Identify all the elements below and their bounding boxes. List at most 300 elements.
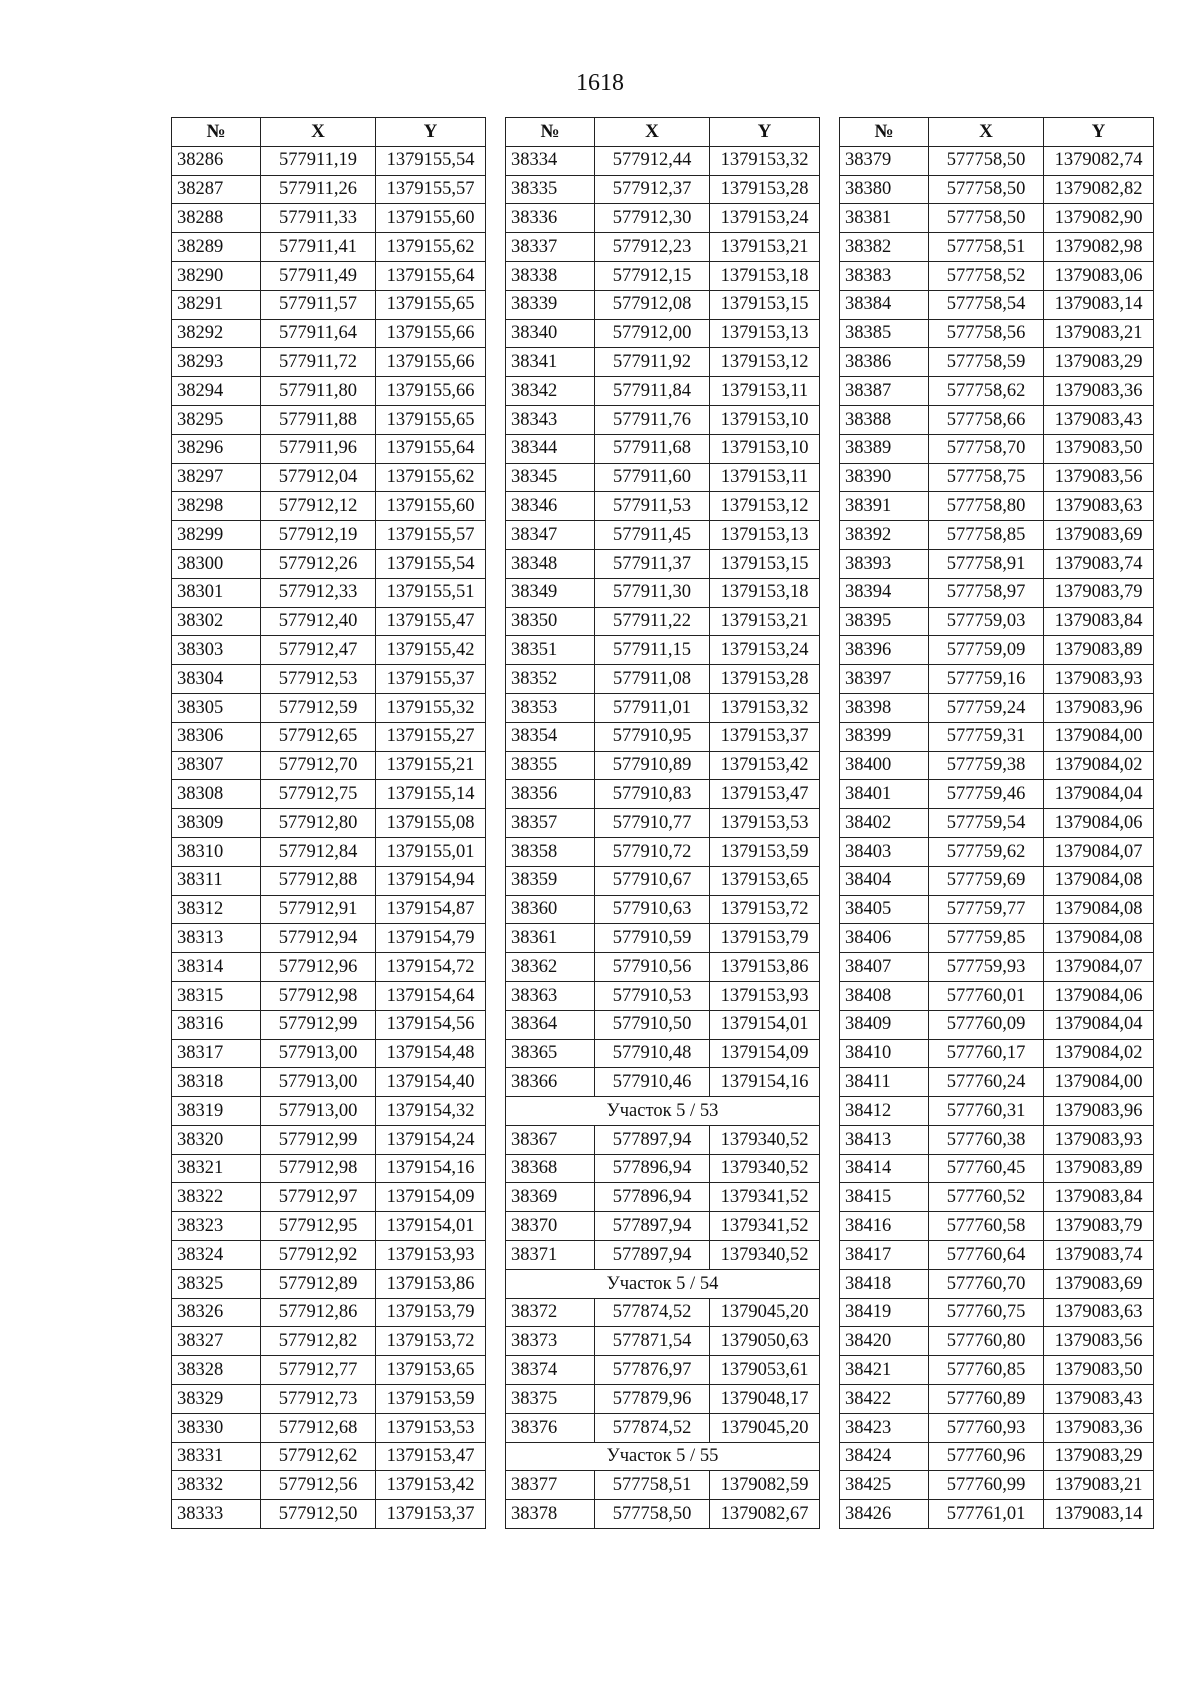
y-coordinate-cell: 1379153,37 (376, 1500, 486, 1529)
y-coordinate-cell: 1379155,57 (376, 521, 486, 550)
table-row (506, 1500, 820, 1529)
point-number-cell: 38356 (506, 780, 595, 809)
x-coordinate-cell: 577910,77 (595, 809, 710, 838)
x-coordinate-cell: 577912,68 (261, 1413, 376, 1442)
x-coordinate-cell: 577897,94 (595, 1241, 710, 1270)
y-coordinate-cell: 1379154,40 (376, 1068, 486, 1097)
y-coordinate-cell: 1379083,79 (1044, 578, 1154, 607)
point-number-cell: 38410 (840, 1039, 929, 1068)
y-coordinate-cell: 1379083,36 (1044, 377, 1154, 406)
x-coordinate-cell: 577896,94 (595, 1154, 710, 1183)
y-coordinate-cell: 1379153,47 (710, 780, 820, 809)
x-coordinate-cell: 577758,59 (929, 348, 1044, 377)
y-coordinate-cell: 1379153,13 (710, 319, 820, 348)
point-number-cell: 38411 (840, 1068, 929, 1097)
y-coordinate-cell: 1379084,06 (1044, 981, 1154, 1010)
point-number-cell: 38408 (840, 981, 929, 1010)
point-number-cell: 38332 (172, 1471, 261, 1500)
y-coordinate-cell: 1379083,29 (1044, 348, 1154, 377)
point-number-cell: 38397 (840, 665, 929, 694)
y-coordinate-cell: 1379084,08 (1044, 895, 1154, 924)
table-row (506, 780, 820, 809)
y-coordinate-cell: 1379153,18 (710, 578, 820, 607)
point-number-cell: 38287 (172, 175, 261, 204)
point-number-cell: 38369 (506, 1183, 595, 1212)
point-number-cell: 38326 (172, 1298, 261, 1327)
y-coordinate-cell: 1379153,18 (710, 261, 820, 290)
point-number-cell: 38327 (172, 1327, 261, 1356)
table-row (172, 1212, 486, 1241)
x-coordinate-cell: 577913,00 (261, 1039, 376, 1068)
y-coordinate-cell: 1379340,52 (710, 1125, 820, 1154)
x-coordinate-cell: 577758,62 (929, 377, 1044, 406)
point-number-cell: 38373 (506, 1327, 595, 1356)
x-column-header: X (595, 118, 710, 147)
table-row (172, 578, 486, 607)
table-row (506, 492, 820, 521)
y-coordinate-cell: 1379155,08 (376, 809, 486, 838)
x-coordinate-cell: 577910,48 (595, 1039, 710, 1068)
table-row (506, 319, 820, 348)
table-row (172, 1385, 486, 1414)
table-row (840, 1010, 1154, 1039)
x-coordinate-cell: 577912,04 (261, 463, 376, 492)
point-number-cell: 38361 (506, 924, 595, 953)
x-coordinate-cell: 577913,00 (261, 1097, 376, 1126)
y-coordinate-cell: 1379082,90 (1044, 204, 1154, 233)
table-row (172, 1125, 486, 1154)
table-row (172, 175, 486, 204)
table-row (506, 751, 820, 780)
y-coordinate-cell: 1379155,51 (376, 578, 486, 607)
point-number-cell: 38407 (840, 953, 929, 982)
table-row (840, 1442, 1154, 1471)
y-column-header: Y (1044, 118, 1154, 147)
table-row (506, 866, 820, 895)
y-coordinate-cell: 1379154,79 (376, 924, 486, 953)
x-coordinate-cell: 577911,88 (261, 405, 376, 434)
y-coordinate-cell: 1379153,72 (376, 1327, 486, 1356)
point-number-cell: 38386 (840, 348, 929, 377)
y-coordinate-cell: 1379153,72 (710, 895, 820, 924)
table-row (172, 1298, 486, 1327)
table-row (506, 809, 820, 838)
x-coordinate-cell: 577912,96 (261, 953, 376, 982)
point-number-cell: 38342 (506, 377, 595, 406)
x-coordinate-cell: 577912,00 (595, 319, 710, 348)
table-row (840, 665, 1154, 694)
table-row (506, 261, 820, 290)
table-row (840, 924, 1154, 953)
x-coordinate-cell: 577910,67 (595, 866, 710, 895)
y-coordinate-cell: 1379083,50 (1044, 1356, 1154, 1385)
x-coordinate-cell: 577912,98 (261, 981, 376, 1010)
table-row (506, 895, 820, 924)
point-number-cell: 38392 (840, 521, 929, 550)
y-coordinate-cell: 1379084,00 (1044, 1068, 1154, 1097)
table-row (506, 607, 820, 636)
point-number-cell: 38302 (172, 607, 261, 636)
table-row (172, 722, 486, 751)
y-coordinate-cell: 1379153,93 (710, 981, 820, 1010)
x-coordinate-cell: 577912,65 (261, 722, 376, 751)
x-coordinate-cell: 577912,59 (261, 693, 376, 722)
x-coordinate-cell: 577760,17 (929, 1039, 1044, 1068)
x-coordinate-cell: 577760,52 (929, 1183, 1044, 1212)
y-coordinate-cell: 1379053,61 (710, 1356, 820, 1385)
x-coordinate-cell: 577912,89 (261, 1269, 376, 1298)
point-number-cell: 38413 (840, 1125, 929, 1154)
point-number-cell: 38336 (506, 204, 595, 233)
point-number-cell: 38299 (172, 521, 261, 550)
y-coordinate-cell: 1379155,37 (376, 665, 486, 694)
point-number-cell: 38288 (172, 204, 261, 233)
table-row (506, 1154, 820, 1183)
x-coordinate-cell: 577758,50 (929, 175, 1044, 204)
x-coordinate-cell: 577759,03 (929, 607, 1044, 636)
point-number-cell: 38388 (840, 405, 929, 434)
table-row (840, 1327, 1154, 1356)
x-coordinate-cell: 577910,50 (595, 1010, 710, 1039)
point-number-cell: 38419 (840, 1298, 929, 1327)
x-coordinate-cell: 577758,80 (929, 492, 1044, 521)
y-coordinate-cell: 1379341,52 (710, 1183, 820, 1212)
y-coordinate-cell: 1379155,01 (376, 837, 486, 866)
x-coordinate-cell: 577912,84 (261, 837, 376, 866)
table-row (506, 233, 820, 262)
y-coordinate-cell: 1379084,00 (1044, 722, 1154, 751)
point-number-cell: 38402 (840, 809, 929, 838)
x-coordinate-cell: 577911,30 (595, 578, 710, 607)
x-coordinate-cell: 577911,92 (595, 348, 710, 377)
x-coordinate-cell: 577896,94 (595, 1183, 710, 1212)
table-row (506, 463, 820, 492)
point-number-cell: 38359 (506, 866, 595, 895)
y-coordinate-cell: 1379155,66 (376, 377, 486, 406)
table-row (840, 1413, 1154, 1442)
table-row (840, 953, 1154, 982)
point-number-cell: 38365 (506, 1039, 595, 1068)
x-coordinate-cell: 577897,94 (595, 1212, 710, 1241)
x-coordinate-cell: 577759,16 (929, 665, 1044, 694)
table-row (506, 665, 820, 694)
x-coordinate-cell: 577761,01 (929, 1500, 1044, 1529)
table-row (840, 233, 1154, 262)
point-number-cell: 38379 (840, 146, 929, 175)
y-coordinate-cell: 1379341,52 (710, 1212, 820, 1241)
point-number-cell: 38395 (840, 607, 929, 636)
point-number-cell: 38358 (506, 837, 595, 866)
table-row (506, 1183, 820, 1212)
x-coordinate-cell: 577911,80 (261, 377, 376, 406)
point-number-cell: 38422 (840, 1385, 929, 1414)
table-row (506, 953, 820, 982)
y-coordinate-cell: 1379153,32 (710, 146, 820, 175)
table-row (506, 146, 820, 175)
point-number-cell: 38414 (840, 1154, 929, 1183)
number-column-header: № (506, 118, 595, 147)
x-coordinate-cell: 577912,33 (261, 578, 376, 607)
y-coordinate-cell: 1379083,43 (1044, 405, 1154, 434)
point-number-cell: 38341 (506, 348, 595, 377)
table-row (172, 319, 486, 348)
y-coordinate-cell: 1379153,42 (376, 1471, 486, 1500)
point-number-cell: 38357 (506, 809, 595, 838)
y-coordinate-cell: 1379082,59 (710, 1471, 820, 1500)
point-number-cell: 38391 (840, 492, 929, 521)
table-row (840, 780, 1154, 809)
point-number-cell: 38344 (506, 434, 595, 463)
y-coordinate-cell: 1379154,87 (376, 895, 486, 924)
table-row (840, 866, 1154, 895)
x-coordinate-cell: 577758,52 (929, 261, 1044, 290)
y-coordinate-cell: 1379340,52 (710, 1241, 820, 1270)
y-coordinate-cell: 1379153,79 (710, 924, 820, 953)
x-coordinate-cell: 577760,31 (929, 1097, 1044, 1126)
section-title: Участок 5 / 55 (506, 1442, 820, 1471)
x-coordinate-cell: 577910,63 (595, 895, 710, 924)
y-coordinate-cell: 1379083,74 (1044, 1241, 1154, 1270)
point-number-cell: 38364 (506, 1010, 595, 1039)
x-coordinate-cell: 577759,09 (929, 636, 1044, 665)
point-number-cell: 38398 (840, 693, 929, 722)
x-coordinate-cell: 577912,98 (261, 1154, 376, 1183)
y-coordinate-cell: 1379155,60 (376, 492, 486, 521)
y-coordinate-cell: 1379153,15 (710, 290, 820, 319)
x-coordinate-cell: 577912,37 (595, 175, 710, 204)
point-number-cell: 38403 (840, 837, 929, 866)
y-coordinate-cell: 1379155,62 (376, 463, 486, 492)
y-coordinate-cell: 1379083,96 (1044, 1097, 1154, 1126)
point-number-cell: 38362 (506, 953, 595, 982)
y-coordinate-cell: 1379083,89 (1044, 636, 1154, 665)
table-row (840, 492, 1154, 521)
table-row (840, 549, 1154, 578)
point-number-cell: 38315 (172, 981, 261, 1010)
y-coordinate-cell: 1379154,09 (710, 1039, 820, 1068)
table-row (172, 866, 486, 895)
y-coordinate-cell: 1379154,24 (376, 1125, 486, 1154)
table-row (172, 233, 486, 262)
table-row (172, 607, 486, 636)
y-coordinate-cell: 1379083,93 (1044, 665, 1154, 694)
y-coordinate-cell: 1379154,94 (376, 866, 486, 895)
table-row (840, 809, 1154, 838)
y-coordinate-cell: 1379153,11 (710, 463, 820, 492)
table-row (506, 377, 820, 406)
point-number-cell: 38404 (840, 866, 929, 895)
x-coordinate-cell: 577912,40 (261, 607, 376, 636)
y-coordinate-cell: 1379083,63 (1044, 1298, 1154, 1327)
x-coordinate-cell: 577910,59 (595, 924, 710, 953)
y-coordinate-cell: 1379153,47 (376, 1442, 486, 1471)
point-number-cell: 38286 (172, 146, 261, 175)
x-coordinate-cell: 577912,30 (595, 204, 710, 233)
section-header-row (506, 1097, 820, 1126)
table-row (506, 1356, 820, 1385)
x-coordinate-cell: 577911,45 (595, 521, 710, 550)
point-number-cell: 38303 (172, 636, 261, 665)
point-number-cell: 38313 (172, 924, 261, 953)
table-row (172, 377, 486, 406)
x-coordinate-cell: 577759,69 (929, 866, 1044, 895)
point-number-cell: 38367 (506, 1125, 595, 1154)
x-coordinate-cell: 577912,53 (261, 665, 376, 694)
table-row (506, 434, 820, 463)
x-coordinate-cell: 577911,01 (595, 693, 710, 722)
point-number-cell: 38294 (172, 377, 261, 406)
y-coordinate-cell: 1379084,07 (1044, 837, 1154, 866)
x-coordinate-cell: 577912,95 (261, 1212, 376, 1241)
point-number-cell: 38334 (506, 146, 595, 175)
x-coordinate-cell: 577759,77 (929, 895, 1044, 924)
table-row (506, 1385, 820, 1414)
y-coordinate-cell: 1379153,65 (710, 866, 820, 895)
table-row (840, 1269, 1154, 1298)
table-row (506, 981, 820, 1010)
table-row (172, 1039, 486, 1068)
point-number-cell: 38323 (172, 1212, 261, 1241)
y-coordinate-cell: 1379153,79 (376, 1298, 486, 1327)
x-column-header: X (929, 118, 1044, 147)
point-number-cell: 38347 (506, 521, 595, 550)
table-row (506, 1327, 820, 1356)
y-coordinate-cell: 1379154,72 (376, 953, 486, 982)
table-row (840, 1183, 1154, 1212)
y-coordinate-cell: 1379082,98 (1044, 233, 1154, 262)
table-row (506, 578, 820, 607)
table-row (840, 1500, 1154, 1529)
point-number-cell: 38381 (840, 204, 929, 233)
y-coordinate-cell: 1379154,64 (376, 981, 486, 1010)
table-row (840, 1298, 1154, 1327)
x-coordinate-cell: 577912,26 (261, 549, 376, 578)
y-coordinate-cell: 1379153,28 (710, 665, 820, 694)
table-row (840, 405, 1154, 434)
x-coordinate-cell: 577912,56 (261, 1471, 376, 1500)
y-coordinate-cell: 1379153,11 (710, 377, 820, 406)
y-coordinate-cell: 1379155,62 (376, 233, 486, 262)
point-number-cell: 38393 (840, 549, 929, 578)
x-coordinate-cell: 577912,70 (261, 751, 376, 780)
x-coordinate-cell: 577760,85 (929, 1356, 1044, 1385)
table-row (172, 1327, 486, 1356)
table-row (506, 722, 820, 751)
point-number-cell: 38298 (172, 492, 261, 521)
x-coordinate-cell: 577871,54 (595, 1327, 710, 1356)
point-number-cell: 38401 (840, 780, 929, 809)
table-row (172, 780, 486, 809)
x-coordinate-cell: 577912,94 (261, 924, 376, 953)
x-coordinate-cell: 577760,45 (929, 1154, 1044, 1183)
table-row (840, 1385, 1154, 1414)
section-title: Участок 5 / 53 (506, 1097, 820, 1126)
point-number-cell: 38406 (840, 924, 929, 953)
point-number-cell: 38415 (840, 1183, 929, 1212)
table-row (840, 636, 1154, 665)
point-number-cell: 38331 (172, 1442, 261, 1471)
x-coordinate-cell: 577911,84 (595, 377, 710, 406)
table-row (506, 636, 820, 665)
table-row (840, 521, 1154, 550)
table-row (506, 1068, 820, 1097)
coordinates-table-right (839, 117, 1154, 1529)
y-coordinate-cell: 1379154,01 (710, 1010, 820, 1039)
point-number-cell: 38371 (506, 1241, 595, 1270)
table-row (506, 405, 820, 434)
section-header-row (506, 1442, 820, 1471)
y-coordinate-cell: 1379153,28 (710, 175, 820, 204)
y-coordinate-cell: 1379083,96 (1044, 693, 1154, 722)
x-coordinate-cell: 577912,12 (261, 492, 376, 521)
table-row (172, 1154, 486, 1183)
x-coordinate-cell: 577910,46 (595, 1068, 710, 1097)
y-coordinate-cell: 1379155,47 (376, 607, 486, 636)
y-coordinate-cell: 1379154,32 (376, 1097, 486, 1126)
table-row (172, 1068, 486, 1097)
table-row (506, 521, 820, 550)
point-number-cell: 38330 (172, 1413, 261, 1442)
point-number-cell: 38307 (172, 751, 261, 780)
x-coordinate-cell: 577876,97 (595, 1356, 710, 1385)
point-number-cell: 38370 (506, 1212, 595, 1241)
y-coordinate-cell: 1379153,24 (710, 636, 820, 665)
x-coordinate-cell: 577758,51 (929, 233, 1044, 262)
table-row (840, 319, 1154, 348)
table-row (840, 607, 1154, 636)
table-row (172, 924, 486, 953)
x-coordinate-cell: 577760,09 (929, 1010, 1044, 1039)
x-coordinate-cell: 577911,76 (595, 405, 710, 434)
point-number-cell: 38363 (506, 981, 595, 1010)
page-number: 1618 (576, 70, 624, 96)
x-coordinate-cell: 577760,93 (929, 1413, 1044, 1442)
x-coordinate-cell: 577759,54 (929, 809, 1044, 838)
table-row (506, 693, 820, 722)
table-row (840, 895, 1154, 924)
y-coordinate-cell: 1379153,59 (710, 837, 820, 866)
table-row (172, 1269, 486, 1298)
table-row (840, 463, 1154, 492)
table-row (840, 1154, 1154, 1183)
table-row (840, 1068, 1154, 1097)
point-number-cell: 38306 (172, 722, 261, 751)
y-coordinate-cell: 1379084,07 (1044, 953, 1154, 982)
point-number-cell: 38372 (506, 1298, 595, 1327)
y-coordinate-cell: 1379340,52 (710, 1154, 820, 1183)
y-coordinate-cell: 1379083,06 (1044, 261, 1154, 290)
x-coordinate-cell: 577760,89 (929, 1385, 1044, 1414)
coordinates-table-left (171, 117, 486, 1529)
x-coordinate-cell: 577911,37 (595, 549, 710, 578)
y-coordinate-cell: 1379153,32 (710, 693, 820, 722)
point-number-cell: 38390 (840, 463, 929, 492)
table-row (506, 175, 820, 204)
point-number-cell: 38421 (840, 1356, 929, 1385)
table-row (840, 1356, 1154, 1385)
table-row (840, 1125, 1154, 1154)
x-coordinate-cell: 577874,52 (595, 1413, 710, 1442)
y-coordinate-cell: 1379153,10 (710, 434, 820, 463)
x-coordinate-cell: 577758,54 (929, 290, 1044, 319)
x-coordinate-cell: 577911,33 (261, 204, 376, 233)
x-coordinate-cell: 577758,56 (929, 319, 1044, 348)
table-row (172, 434, 486, 463)
point-number-cell: 38309 (172, 809, 261, 838)
y-coordinate-cell: 1379154,16 (376, 1154, 486, 1183)
y-coordinate-cell: 1379082,82 (1044, 175, 1154, 204)
x-coordinate-cell: 577912,91 (261, 895, 376, 924)
